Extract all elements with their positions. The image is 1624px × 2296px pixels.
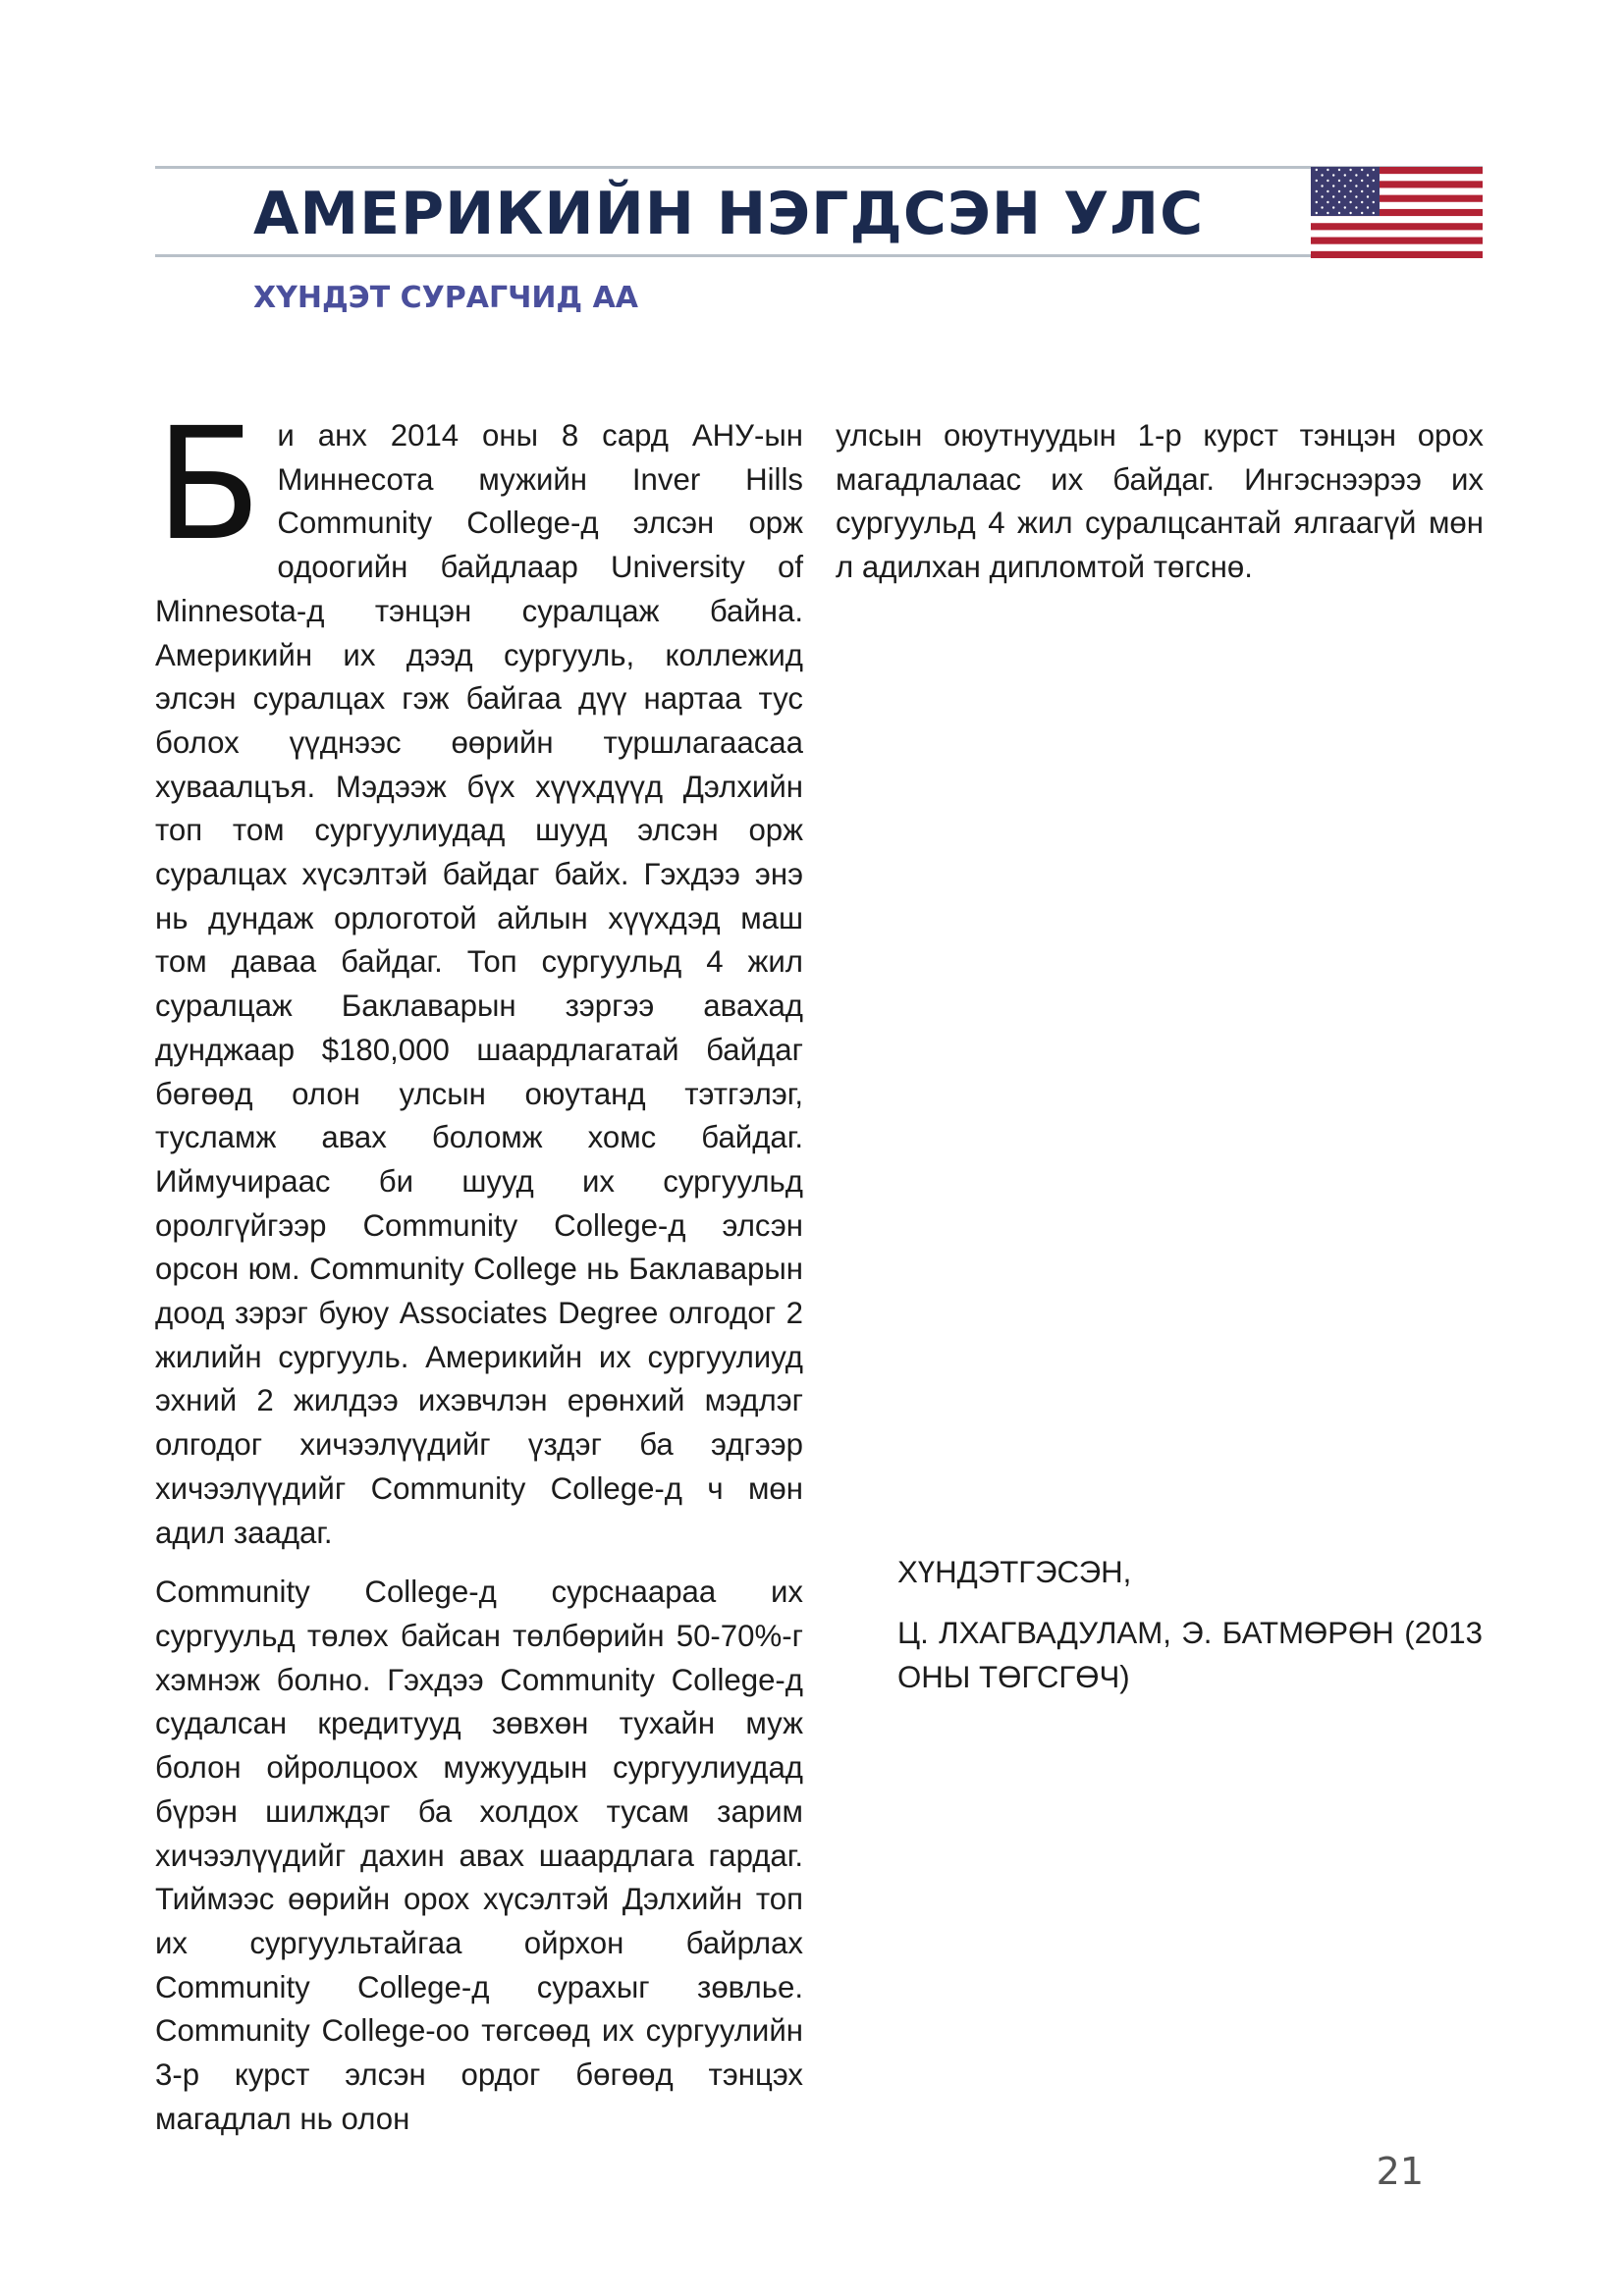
flag-star <box>1355 195 1357 197</box>
flag-star <box>1373 201 1375 203</box>
flag-star <box>1344 185 1346 187</box>
drop-cap: Б <box>155 395 262 575</box>
flag-star <box>1338 201 1340 203</box>
flag-star <box>1355 174 1357 176</box>
flag-star <box>1316 180 1318 182</box>
flag-star <box>1373 190 1375 192</box>
article-paragraph-2-continued: улсын оюутнуудын 1-р курст тэнцэн орох магадлалаас их байдаг. Ингэснээрээ их сургуульд 4 жил суралцсантай ялгаагүй мөн л адилхан дипломтой төгснө. <box>836 418 1484 585</box>
flag-star <box>1316 169 1318 171</box>
flag-star <box>1367 206 1369 208</box>
signature-regards-text: ХҮНДЭТГЭСЭН, <box>897 1555 1132 1589</box>
flag-star <box>1344 195 1346 197</box>
flag-star <box>1338 180 1340 182</box>
flag-star <box>1344 206 1346 208</box>
flag-star <box>1321 206 1323 208</box>
flag-star <box>1338 190 1340 192</box>
flag-star <box>1321 185 1323 187</box>
flag-star <box>1332 206 1334 208</box>
flag-star <box>1361 180 1363 182</box>
article-paragraph-1 <box>155 395 803 1555</box>
flag-star <box>1332 195 1334 197</box>
flag-star <box>1326 169 1328 171</box>
flag-star <box>1326 190 1328 192</box>
flag-star <box>1361 201 1363 203</box>
flag-star <box>1326 180 1328 182</box>
flag-star <box>1361 190 1363 192</box>
signature-regards <box>897 1551 1483 1595</box>
flag-star <box>1332 185 1334 187</box>
article-column-left <box>155 395 803 2141</box>
page-number: 21 <box>1376 2150 1424 2193</box>
flag-stripe <box>1311 238 1483 244</box>
flag-star <box>1355 185 1357 187</box>
flag-star <box>1321 174 1323 176</box>
flag-star <box>1367 185 1369 187</box>
flag-star <box>1316 190 1318 192</box>
flag-star <box>1355 206 1357 208</box>
flag-star <box>1349 212 1351 214</box>
flag-star <box>1367 195 1369 197</box>
flag-star <box>1316 201 1318 203</box>
article-paragraph-1-text: и анх 2014 оны 8 сард АНУ-ын Миннесота мужийн Inver Hills Community College-д элсэн орж одоогийн байдлаар University of Minnesota-д тэнцэн суралцаж байна. Америкийн их дээд сургууль, коллежид элсэн суралцах гэж байгаа дүү нартаа тус болох үүднээс өөрийн туршлагаасаа хуваалцъя. Мэдээж бүх хүүхдүүд Дэлхийн топ том сургуулиудад шууд элсэн орж суралцах хүсэлтэй байдаг байх. Гэхдээ энэ нь дундаж орлоготой айлын хүүхдэд маш том даваа байдаг. Топ сургуульд 4 жил суралцаж Баклаварын зэргээ авахад дунджаар $180,000 шаардлагатай байдаг бөгөөд олон улсын оюутанд тэтгэлэг, тусламж авах боломж хомс байдаг. Иймучираас би шууд их сургуульд оролгүйгээр Community College-д элсэн орсон юм. Community College нь Баклаварын доод зэрэг буюу Associates Degree олгодог 2 жилийн сургууль. Америкийн их сургуулиуд эхний 2 жилдээ ихэвчлэн ерөнхий мэдлэг олгодог хичээлүүдийг үздэг ба эдгээр хичээлүүдийг Community College-д ч мөн адил заадаг. <box>155 418 803 1550</box>
flag-star <box>1367 174 1369 176</box>
flag-star <box>1332 174 1334 176</box>
header-bottom-rule <box>155 254 1483 257</box>
flag-star <box>1349 169 1351 171</box>
article-column-right <box>836 414 1484 590</box>
header-top-rule <box>155 166 1483 169</box>
flag-star <box>1349 190 1351 192</box>
flag-star <box>1344 174 1346 176</box>
page-title: АМЕРИКИЙН НЭГДСЭН УЛС <box>253 180 1205 248</box>
flag-star <box>1349 180 1351 182</box>
flag-star <box>1373 169 1375 171</box>
usa-flag-icon <box>1311 167 1483 258</box>
article-paragraph-2: Community College-д сурснаараа их сургуульд төлөх байсан төлбөрийн 50-70%-г хэмнэж болно. Гэхдээ Community College-д судалсан кредитууд зөвхөн тухайн муж болон ойролцоох мужуудын сургуулиудад бүрэн шилждэг ба холдох тусам зарим хичээлүүдийг дахин авах шаардлага гардаг. Тиймээс өөрийн орох хүсэлтэй Дэлхийн топ их сургуультайгаа ойрхон байрлах Community College-д сурахыг зөвлье. Community College-оо төгсөөд их сургуулийн 3-р курст элсэн ордог бөгөөд тэнцэх магадлал нь олон <box>155 1575 803 2136</box>
flag-stripe <box>1311 223 1483 230</box>
flag-stripe <box>1311 251 1483 258</box>
flag-star <box>1361 212 1363 214</box>
flag-star <box>1361 169 1363 171</box>
flag-star <box>1373 180 1375 182</box>
flag-star <box>1326 201 1328 203</box>
flag-star <box>1321 195 1323 197</box>
flag-star <box>1338 169 1340 171</box>
signature-authors <box>897 1612 1483 1699</box>
flag-star <box>1338 212 1340 214</box>
flag-star <box>1316 212 1318 214</box>
page-subtitle: ХҮНДЭТ СУРАГЧИД АА <box>253 281 639 315</box>
signature-authors-text: Ц. ЛХАГВАДУЛАМ, Э. БАТМӨРӨН (2013 ОНЫ ТӨГСГӨЧ) <box>897 1616 1483 1694</box>
flag-star <box>1326 212 1328 214</box>
flag-star <box>1373 212 1375 214</box>
flag-star <box>1349 201 1351 203</box>
